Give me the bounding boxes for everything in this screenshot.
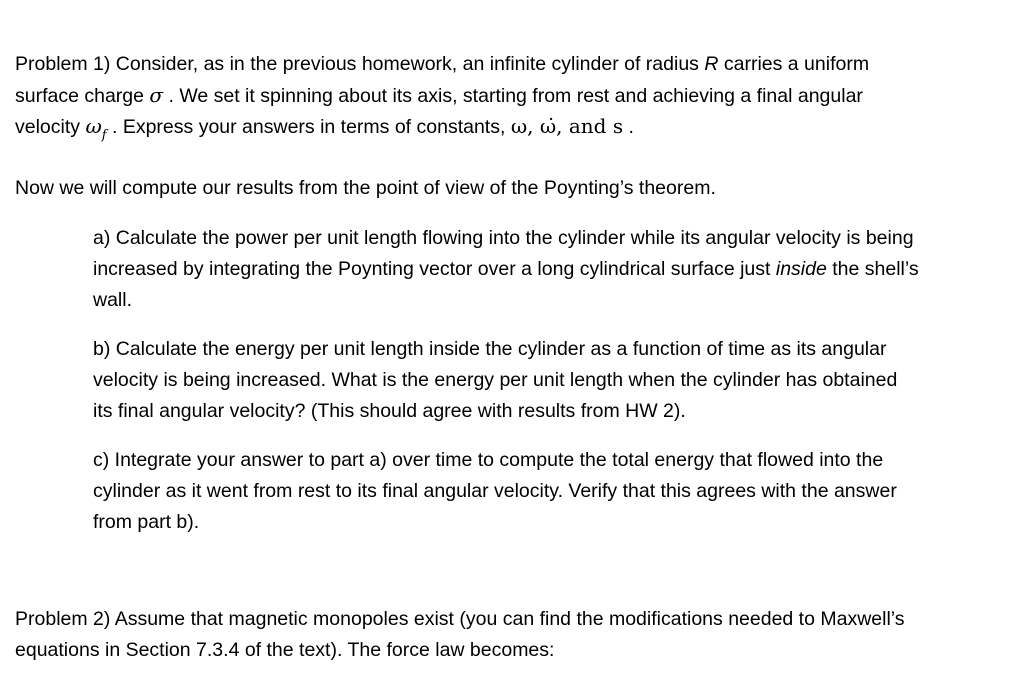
problem-1-line-1: Problem 1) Consider, as in the previous homework, an infinite cylinder of radius R carries a uniform [15, 53, 870, 75]
problem-2-line-1: Problem 2) Assume that magnetic monopoles exist (you can find the modifications needed to Maxwell’s [15, 608, 905, 630]
problem-2-paragraph [15, 604, 905, 666]
part-c-line-3: from part b). [93, 511, 200, 533]
constants-math: ω, ω̇, and s [510, 114, 624, 138]
problem-2-line-2: equations in Section 7.3.4 of the text). The force law becomes: [15, 639, 555, 661]
part-a-line-3: wall. [93, 289, 133, 311]
part-a-paragraph [93, 223, 919, 316]
problem-1-paragraph [15, 49, 869, 142]
part-c-paragraph [93, 445, 897, 538]
sigma-symbol: σ [149, 83, 164, 107]
problem-1-line-3: velocity $\omega_f$ . Express your answers in terms of constants, ω, ω̇, and s . [15, 114, 634, 143]
omega-symbol: ω [85, 114, 102, 138]
intro-line: Now we will compute our results from the point of view of the Poynting’s theorem. [15, 177, 716, 199]
part-b-paragraph [93, 334, 897, 427]
problem-1-line-2: surface charge σ . We set it spinning about its axis, starting from rest and achieving a final angular [15, 83, 863, 107]
part-c-line-2: cylinder as it went from rest to its final angular velocity. Verify that this agrees with the answer [93, 480, 897, 502]
part-c-line-1: c) Integrate your answer to part a) over time to compute the total energy that flowed into the [93, 449, 884, 471]
part-a-line-2: increased by integrating the Poynting vector over a long cylindrical surface just inside the shell’s [93, 258, 919, 280]
part-b-line-3: its final angular velocity? (This should agree with results from HW 2). [93, 400, 686, 422]
emphasis-inside: inside [775, 258, 827, 280]
part-a-line-1: a) Calculate the power per unit length flowing into the cylinder while its angular velocity is being [93, 227, 914, 249]
part-b-line-2: velocity is being increased. What is the energy per unit length when the cylinder has obtained [93, 369, 898, 391]
radius-symbol: R [704, 53, 719, 75]
omega-subscript: f [101, 128, 107, 143]
part-b-line-1: b) Calculate the energy per unit length inside the cylinder as a function of time as its angular [93, 338, 887, 360]
intro-paragraph [15, 173, 716, 204]
